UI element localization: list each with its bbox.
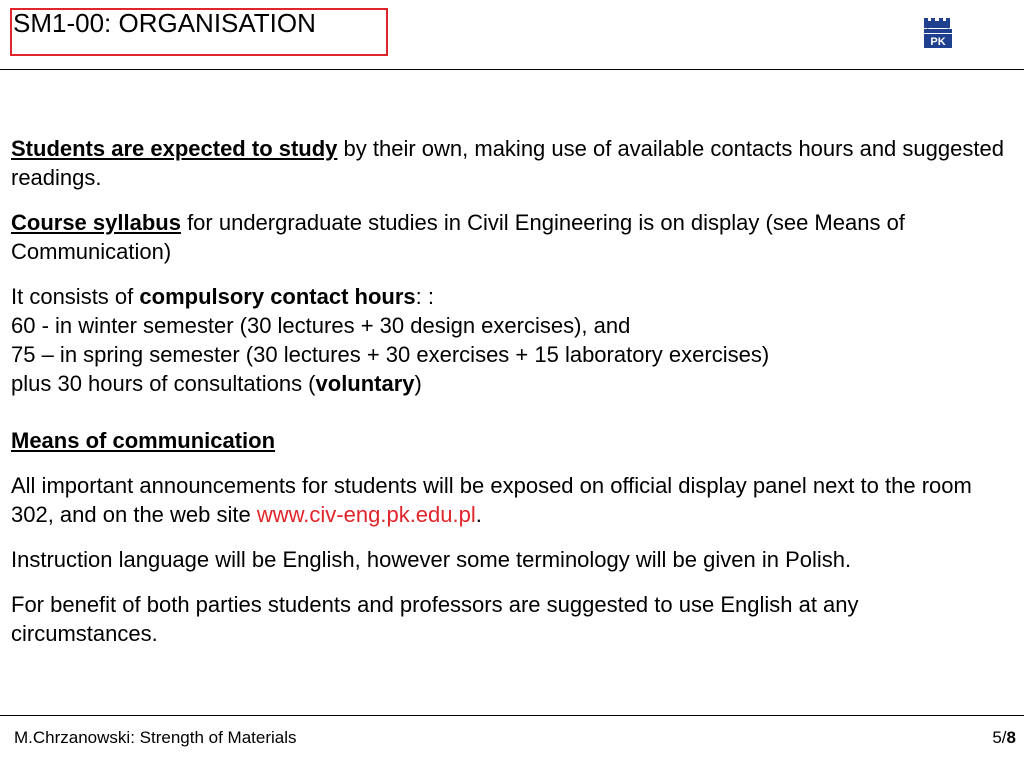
header-divider	[0, 69, 1024, 70]
paragraph-hours	[11, 282, 1011, 398]
page-separator: /	[1001, 728, 1007, 747]
paragraph-syllabus	[11, 208, 1011, 266]
slide-body	[11, 134, 1011, 664]
pk-logo-icon	[920, 14, 956, 50]
consultations-tail: )	[414, 371, 422, 396]
page-total: 8	[1006, 728, 1016, 747]
logo-text: PK	[930, 36, 946, 48]
consultations-bold: voluntary	[315, 371, 415, 396]
announcements-text: All important announcements for students will be exposed on official display panel next to the room 302, and on the web site	[11, 473, 972, 527]
syllabus-emphasis: Course syllabus	[11, 210, 181, 235]
paragraph-benefit: For benefit of both parties students and professors are suggested to use English at any circumstances.	[11, 592, 859, 646]
hours-spring: 75 – in spring semester (30 lectures + 30 exercises + 15 laboratory exercises)	[11, 342, 770, 367]
paragraph-announcements	[11, 471, 1011, 529]
study-text: by their own, making use of available contacts hours and suggested readings.	[11, 136, 1004, 190]
hours-bold: compulsory contact hours	[139, 284, 416, 309]
announcements-tail: .	[475, 502, 482, 527]
footer-author: M.Chrzanowski: Strength of Materials	[14, 728, 297, 747]
paragraph-study	[11, 134, 1011, 192]
hours-lead: It consists of	[11, 284, 140, 309]
study-emphasis: Students are expected to study	[11, 136, 338, 161]
page-number	[992, 728, 1016, 748]
syllabus-text: for undergraduate studies in Civil Engineering is on display (see Means of Communication)	[11, 210, 905, 264]
means-heading: Means of communication	[11, 428, 276, 453]
means-heading-block	[11, 426, 1011, 455]
paragraph-language: Instruction language will be English, however some terminology will be given in Polish.	[11, 547, 852, 572]
consultations-lead: plus 30 hours of consultations (	[11, 371, 316, 396]
hours-winter: 60 - in winter semester (30 lectures + 30 design exercises), and	[11, 313, 631, 338]
page-title: SM1-00: ORGANISATION	[13, 8, 316, 38]
footer-divider	[0, 715, 1024, 716]
hours-tail: : :	[415, 284, 435, 309]
website-link[interactable]: www.civ-eng.pk.edu.pl	[256, 502, 476, 527]
page-current: 5	[992, 728, 1002, 747]
